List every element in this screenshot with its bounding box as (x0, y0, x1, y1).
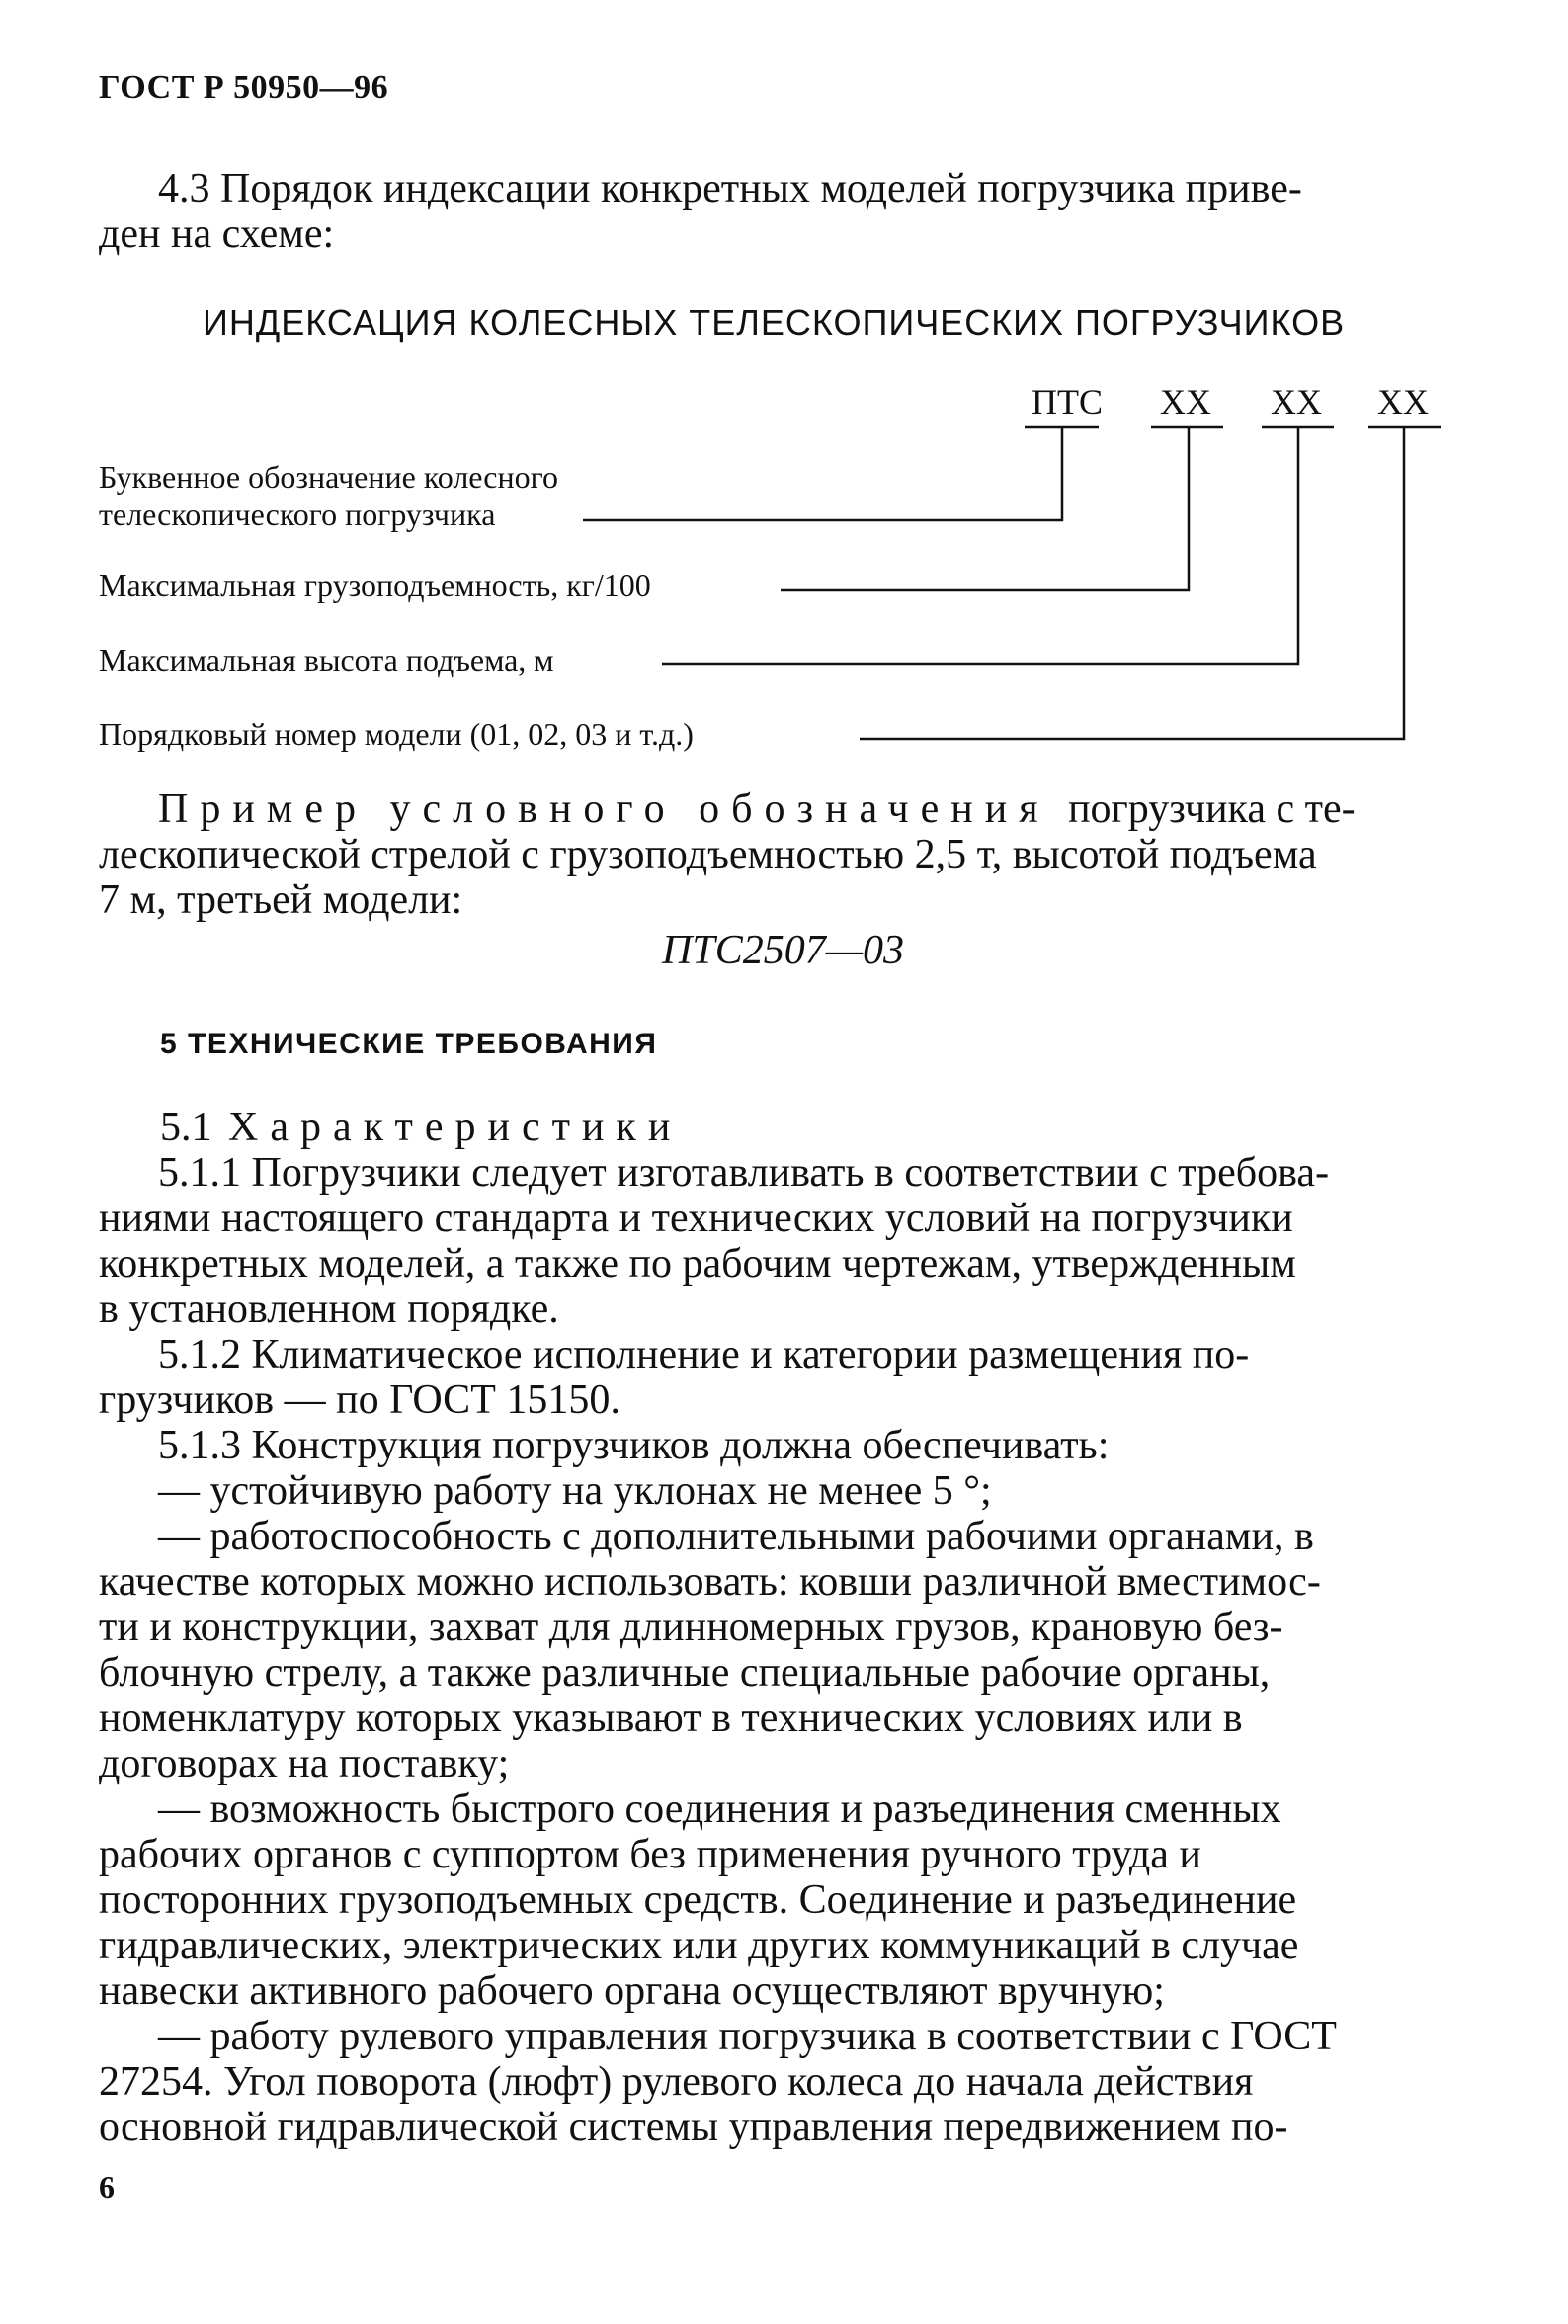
section-5-body (99, 1150, 1482, 2150)
body-line: посторонних грузоподъемных средств. Соединение и разъединение (99, 1877, 1297, 1923)
body-line: 5.1.1 Погрузчики следует изготавливать в соответствии с требова- (158, 1150, 1330, 1196)
body-line: номенклатуру которых указывают в технических условиях или в (99, 1696, 1243, 1741)
label-letter-designation-2: телескопического погрузчика (99, 496, 496, 532)
example-line-1-rest: погрузчика с те- (1068, 787, 1356, 832)
subsection-number: 5.1 (160, 1105, 212, 1150)
body-line: основной гидравлической системы управления передвижением по- (99, 2105, 1288, 2150)
code-part-letters: ПТС (1032, 382, 1103, 422)
body-line: 5.1.2 Климатическое исполнение и категории размещения по- (158, 1332, 1250, 1377)
document-code-header: ГОСТ Р 50950—96 (99, 69, 389, 106)
section-5-title: 5 ТЕХНИЧЕСКИЕ ТРЕБОВАНИЯ (160, 1028, 658, 1060)
body-line: грузчиков — по ГОСТ 15150. (99, 1377, 620, 1423)
body-line: конкретных моделей, а также по рабочим чертежам, утвержденным (99, 1241, 1296, 1286)
connector-height (662, 427, 1298, 664)
example-line-2: лескопической стрелой с грузоподъемностью 2,5 т, высотой подъема (99, 832, 1317, 877)
body-line: качестве которых можно использовать: ковши различной вместимос- (99, 1559, 1321, 1605)
body-line: — работоспособность с дополнительными рабочими органами, в (158, 1514, 1314, 1559)
subsection-title: Характеристики (228, 1105, 683, 1150)
connector-letters (583, 427, 1062, 520)
body-line: гидравлических, электрических или других коммуникаций в случае (99, 1923, 1299, 1968)
body-line: договорах на поставку; (99, 1741, 510, 1786)
body-line: 27254. Угол поворота (люфт) рулевого колеса до начала действия (99, 2059, 1254, 2105)
code-part-height: XX (1271, 382, 1322, 422)
label-max-height: Максимальная высота подъема, м (99, 642, 554, 678)
body-line: 5.1.3 Конструкция погрузчиков должна обеспечивать: (158, 1423, 1110, 1468)
scheme-title: ИНДЕКСАЦИЯ КОЛЕСНЫХ ТЕЛЕСКОПИЧЕСКИХ ПОГРУЗЧИКОВ (203, 302, 1346, 343)
body-line: — возможность быстрого соединения и разъединения сменных (158, 1786, 1281, 1832)
body-line: навески активного рабочего органа осуществляют вручную; (99, 1968, 1165, 2014)
connector-model (860, 427, 1404, 739)
subsection-5-1-heading (160, 1105, 682, 1150)
body-line: ти и конструкции, захват для длинномерных грузов, крановую без- (99, 1605, 1283, 1650)
label-max-capacity: Максимальная грузоподъемность, кг/100 (99, 567, 651, 603)
paragraph-line: ден на схеме: (99, 211, 335, 257)
connector-capacity (781, 427, 1189, 590)
example-line-3: 7 м, третьей модели: (99, 877, 463, 923)
example-line-1 (99, 786, 1356, 833)
code-part-capacity: XX (1160, 382, 1211, 422)
body-line: ниями настоящего стандарта и технических условий на погрузчики (99, 1196, 1293, 1241)
body-line: рабочих органов с суппортом без применения ручного труда и (99, 1832, 1201, 1877)
example-designation-code: ПТС2507—03 (662, 928, 905, 973)
example-spaced-word: Пример условного обозначения (158, 787, 1050, 832)
paragraph-line: 4.3 Порядок индексации конкретных моделей погрузчика приве- (158, 166, 1302, 211)
body-line: в установленном порядке. (99, 1286, 559, 1332)
body-line: — устойчивую работу на уклонах не менее 5 °; (158, 1468, 992, 1514)
code-part-model: XX (1377, 382, 1429, 422)
body-line: блочную стрелу, а также различные специальные рабочие органы, (99, 1650, 1271, 1696)
page-number: 6 (99, 2169, 115, 2204)
label-model-number: Порядковый номер модели (01, 02, 03 и т.д.) (99, 716, 694, 752)
body-line: — работу рулевого управления погрузчика в соответствии с ГОСТ (158, 2014, 1337, 2059)
label-letter-designation: Буквенное обозначение колесного (99, 459, 558, 495)
